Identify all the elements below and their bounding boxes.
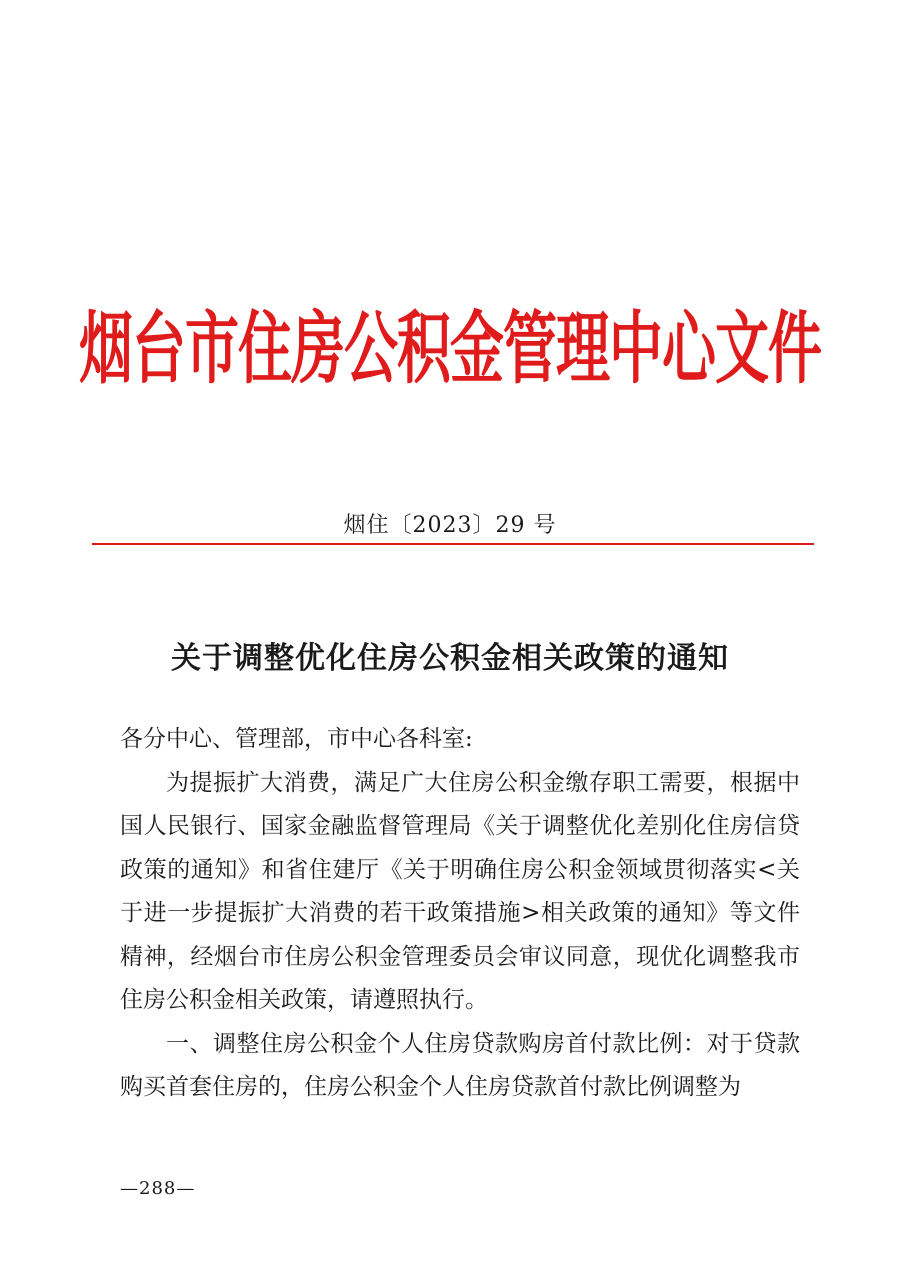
red-divider-line [92, 543, 814, 545]
document-number: 烟住〔2023〕29 号 [343, 513, 557, 538]
notice-body [120, 718, 800, 1110]
notice-title: 关于调整优化住房公积金相关政策的通知 [171, 641, 729, 676]
masthead-title: 烟台市住房公积金管理中心文件 [79, 302, 821, 395]
salutation: 各分中心、管理部，市中心各科室: [120, 726, 473, 752]
page-number: —288— [120, 1178, 196, 1199]
paragraph-item-one: 一、调整住房公积金个人住房贷款购房首付款比例：对于贷款购买首套住房的，住房公积金个人住房贷款首付款比例调整为 [120, 1030, 800, 1100]
paragraph-intro: 为提振扩大消费，满足广大住房公积金缴存职工需要，根据中国人民银行、国家金融监督管理局《关于调整优化差别化住房信贷政策的通知》和省住建厅《关于明确住房公积金领域贯彻落实<关于进一步提振扩大消费的若干政策措施>相关政策的通知》等文件精神，经烟台市住房公积金管理委员会审议同意，现优化调整我市住房公积金相关政策，请遵照执行。 [120, 769, 800, 1013]
